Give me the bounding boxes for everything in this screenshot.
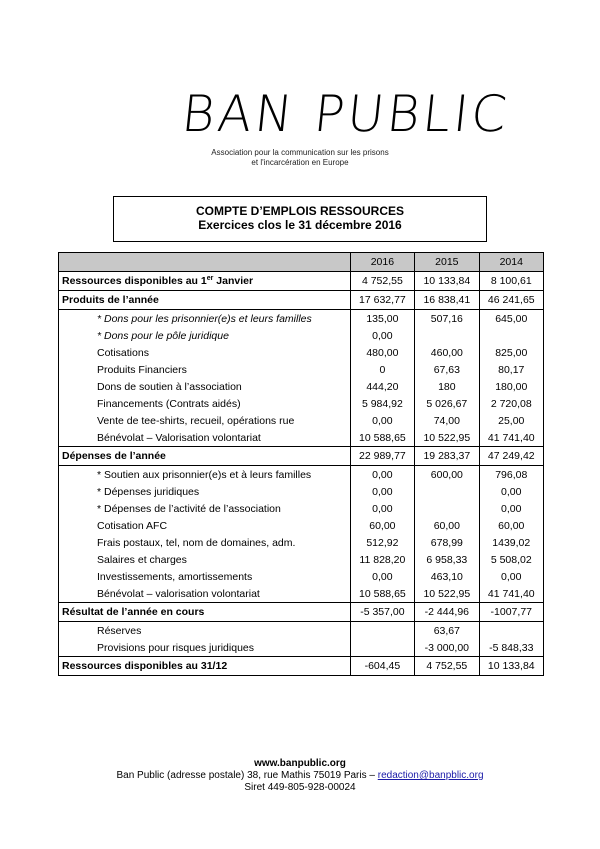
table-row: [59, 657, 544, 676]
value-2015: 63,67: [415, 622, 479, 640]
table-row: [59, 466, 544, 484]
value-2016: 4 752,55: [350, 272, 414, 291]
value-2014: 5 508,02: [479, 551, 543, 568]
value-2015: 19 283,37: [415, 447, 479, 466]
value-2015: [415, 327, 479, 344]
siret-number: Siret 449-805-928-00024: [244, 782, 356, 793]
value-2015: 60,00: [415, 517, 479, 534]
row-label: Résultat de l’année en cours: [59, 603, 351, 622]
table-row: [59, 483, 544, 500]
row-label: Dons de soutien à l’association: [59, 378, 351, 395]
table-row: [59, 585, 544, 603]
value-2014: 1439,02: [479, 534, 543, 551]
value-2014: [479, 622, 543, 640]
value-2016: -5 357,00: [350, 603, 414, 622]
row-label: Investissements, amortissements: [59, 568, 351, 585]
table-row: [59, 568, 544, 585]
row-label: Vente de tee-shirts, recueil, opérations rue: [59, 412, 351, 429]
value-2014: 0,00: [479, 500, 543, 517]
year-header-2016: 2016: [350, 253, 414, 272]
table-row: [59, 603, 544, 622]
value-2016: 480,00: [350, 344, 414, 361]
value-2015: 10 133,84: [415, 272, 479, 291]
table-row: [59, 412, 544, 429]
row-label: Financements (Contrats aidés): [59, 395, 351, 412]
year-header-2015: 2015: [415, 253, 479, 272]
table-row: [59, 344, 544, 361]
value-2015: 10 522,95: [415, 585, 479, 603]
table-row: [59, 500, 544, 517]
value-2014: [479, 327, 543, 344]
table-row: [59, 639, 544, 657]
report-subtitle: Exercices clos le 31 décembre 2016: [198, 218, 402, 232]
value-2015: -3 000,00: [415, 639, 479, 657]
row-label: * Dons pour le pôle juridique: [59, 327, 351, 344]
value-2016: -604,45: [350, 657, 414, 676]
report-title-box: [113, 196, 487, 242]
value-2016: 512,92: [350, 534, 414, 551]
row-label: Bénévolat – Valorisation volontariat: [59, 429, 351, 447]
row-label: * Dépenses juridiques: [59, 483, 351, 500]
value-2015: 74,00: [415, 412, 479, 429]
table-row: [59, 622, 544, 640]
row-label: Produits de l’année: [59, 291, 351, 310]
value-2016: [350, 639, 414, 657]
value-2016: 22 989,77: [350, 447, 414, 466]
value-2015: 5 026,67: [415, 395, 479, 412]
value-2014: 10 133,84: [479, 657, 543, 676]
value-2015: 463,10: [415, 568, 479, 585]
table-row: [59, 395, 544, 412]
financial-table: [58, 252, 544, 676]
website-url: www.banpublic.org: [254, 758, 346, 769]
value-2016: 11 828,20: [350, 551, 414, 568]
value-2014: -5 848,33: [479, 639, 543, 657]
row-label: Cotisations: [59, 344, 351, 361]
value-2015: 6 958,33: [415, 551, 479, 568]
value-2016: 135,00: [350, 310, 414, 328]
value-2014: 825,00: [479, 344, 543, 361]
table-row: [59, 429, 544, 447]
row-label: Ressources disponibles au 1er Janvier: [59, 272, 351, 291]
value-2014: 0,00: [479, 568, 543, 585]
email-link[interactable]: redaction@banpblic.org: [377, 770, 484, 781]
table-row: [59, 447, 544, 466]
value-2015: 16 838,41: [415, 291, 479, 310]
table-row: [59, 361, 544, 378]
table-row: [59, 551, 544, 568]
row-label: Cotisation AFC: [59, 517, 351, 534]
year-header-2014: 2014: [479, 253, 543, 272]
value-2015: 4 752,55: [415, 657, 479, 676]
table-row: [59, 534, 544, 551]
value-2014: 8 100,61: [479, 272, 543, 291]
value-2016: 10 588,65: [350, 585, 414, 603]
value-2014: 25,00: [479, 412, 543, 429]
value-2016: 17 632,77: [350, 291, 414, 310]
postal-address: [0, 770, 600, 782]
value-2014: -1007,77: [479, 603, 543, 622]
value-2014: 41 741,40: [479, 429, 543, 447]
table-row: [59, 378, 544, 395]
value-2016: 0,00: [350, 327, 414, 344]
value-2015: 180: [415, 378, 479, 395]
value-2014: 180,00: [479, 378, 543, 395]
ban-public-logo: [178, 82, 513, 146]
row-label: Frais postaux, tel, nom de domaines, adm.: [59, 534, 351, 551]
row-label: Salaires et charges: [59, 551, 351, 568]
value-2016: 0: [350, 361, 414, 378]
page-footer: [0, 758, 600, 794]
value-2014: 0,00: [479, 483, 543, 500]
tagline-line-2: et l'incarcération en Europe: [251, 158, 349, 167]
value-2016: 10 588,65: [350, 429, 414, 447]
value-2016: [350, 622, 414, 640]
value-2014: 796,08: [479, 466, 543, 484]
value-2015: 67,63: [415, 361, 479, 378]
address-text: Ban Public (adresse postale) 38, rue Mathis 75019 Paris –: [116, 770, 378, 781]
row-label: * Dépenses de l’activité de l’association: [59, 500, 351, 517]
value-2015: -2 444,96: [415, 603, 479, 622]
header-blank-cell: [59, 253, 351, 272]
value-2015: [415, 483, 479, 500]
value-2014: 645,00: [479, 310, 543, 328]
value-2016: 0,00: [350, 483, 414, 500]
table-row: [59, 517, 544, 534]
tagline-line-1: Association pour la communication sur les prisons: [211, 148, 389, 157]
logo-text: BAN PUBLIC: [178, 85, 513, 143]
value-2016: 5 984,92: [350, 395, 414, 412]
value-2014: 41 741,40: [479, 585, 543, 603]
value-2015: 460,00: [415, 344, 479, 361]
value-2015: 678,99: [415, 534, 479, 551]
value-2016: 0,00: [350, 466, 414, 484]
report-title: COMPTE D’EMPLOIS RESSOURCES: [195, 204, 405, 218]
value-2015: 10 522,95: [415, 429, 479, 447]
table-row: [59, 310, 544, 328]
value-2016: 0,00: [350, 500, 414, 517]
value-2015: 600,00: [415, 466, 479, 484]
value-2015: 507,16: [415, 310, 479, 328]
row-label: Réserves: [59, 622, 351, 640]
table-row: [59, 327, 544, 344]
value-2014: 80,17: [479, 361, 543, 378]
value-2016: 0,00: [350, 568, 414, 585]
value-2014: 2 720,08: [479, 395, 543, 412]
value-2015: [415, 500, 479, 517]
value-2014: 46 241,65: [479, 291, 543, 310]
row-label: Ressources disponibles au 31/12: [59, 657, 351, 676]
row-label: Provisions pour risques juridiques: [59, 639, 351, 657]
value-2014: 60,00: [479, 517, 543, 534]
table-row: [59, 272, 544, 291]
value-2014: 47 249,42: [479, 447, 543, 466]
table-header-row: [59, 253, 544, 272]
row-label: * Dons pour les prisonnier(e)s et leurs familles: [59, 310, 351, 328]
value-2016: 60,00: [350, 517, 414, 534]
row-label: Produits Financiers: [59, 361, 351, 378]
row-label: Dépenses de l’année: [59, 447, 351, 466]
row-label: * Soutien aux prisonnier(e)s et à leurs familles: [59, 466, 351, 484]
value-2016: 444,20: [350, 378, 414, 395]
value-2016: 0,00: [350, 412, 414, 429]
row-label: Bénévolat – valorisation volontariat: [59, 585, 351, 603]
association-tagline: [170, 148, 430, 168]
table-row: [59, 291, 544, 310]
